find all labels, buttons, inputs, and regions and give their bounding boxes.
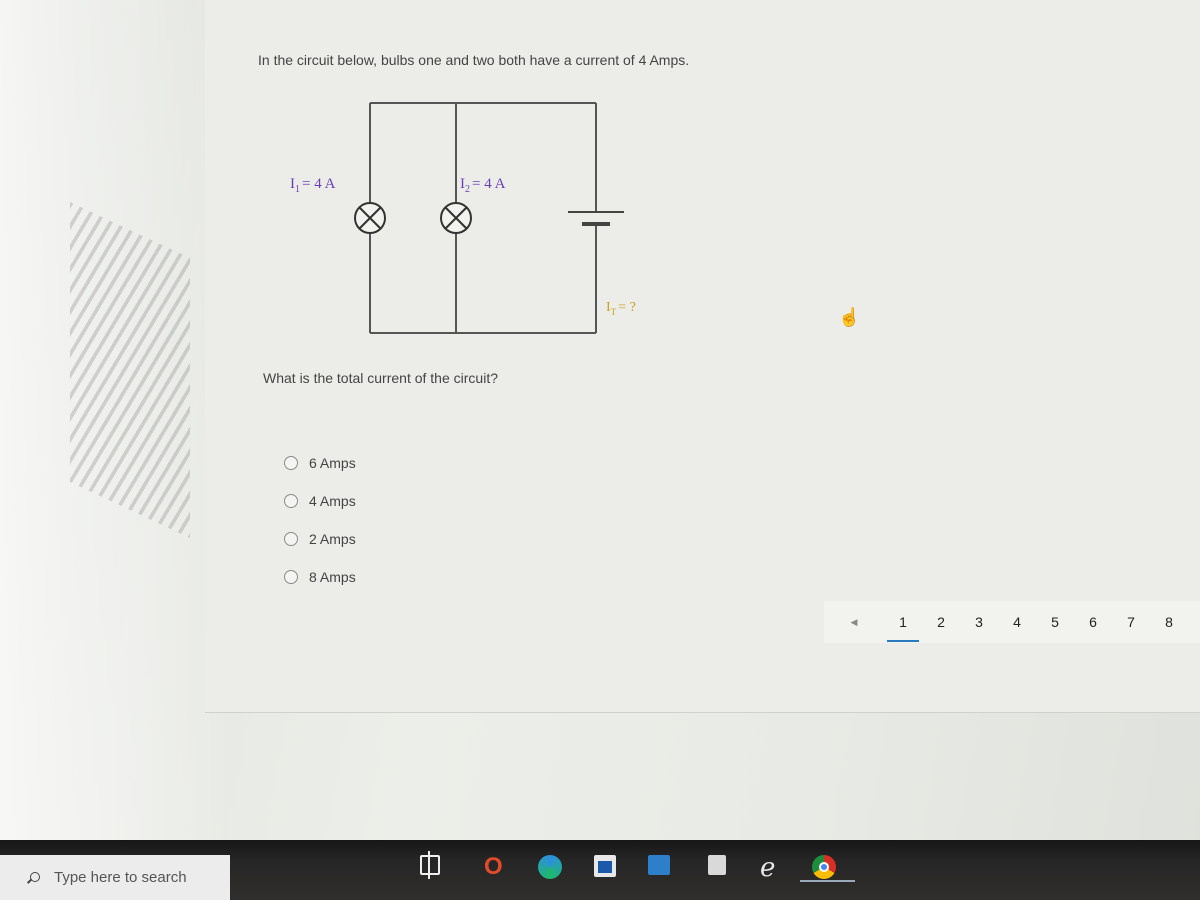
answer-label: 2 Amps <box>309 531 356 547</box>
edge-icon[interactable] <box>538 855 562 879</box>
lock-icon[interactable] <box>708 855 726 875</box>
answer-option-2[interactable] <box>284 482 356 520</box>
current-label-i1: $I_1 = 4$ A <box>290 176 336 195</box>
answer-option-1[interactable] <box>284 444 356 482</box>
taskbar-search-box[interactable] <box>0 855 230 900</box>
page-5-link[interactable]: 5 <box>1051 614 1059 630</box>
task-view-icon[interactable] <box>420 855 440 875</box>
store-icon[interactable] <box>594 855 616 877</box>
question-prompt: In the circuit below, bulbs one and two both have a current of 4 Amps. <box>258 52 690 68</box>
radio-button[interactable] <box>284 494 298 508</box>
page-4-link[interactable]: 4 <box>1013 614 1021 630</box>
question-pager <box>824 601 1200 643</box>
photos-icon[interactable] <box>648 855 670 875</box>
answer-option-3[interactable] <box>284 520 356 558</box>
answer-label: 8 Amps <box>309 569 356 585</box>
current-label-i2: $I_2 = 4$ A <box>460 176 506 195</box>
hand-cursor-icon: ☝ <box>838 307 861 327</box>
previous-page-icon[interactable]: ◀ <box>850 616 858 627</box>
search-placeholder: Type here to search <box>54 869 187 886</box>
answer-label: 6 Amps <box>309 455 356 471</box>
search-icon <box>28 872 40 884</box>
radio-button[interactable] <box>284 456 298 470</box>
ie-icon[interactable]: e <box>760 853 776 883</box>
reflection-stripes <box>70 202 190 538</box>
page-6-link[interactable]: 6 <box>1089 614 1097 630</box>
question-text: What is the total current of the circuit? <box>263 370 498 386</box>
radio-button[interactable] <box>284 570 298 584</box>
page-1-link[interactable]: 1 <box>884 614 922 630</box>
page-8-link[interactable]: 8 <box>1165 614 1173 630</box>
bulb-two <box>441 203 471 233</box>
bulb-one <box>355 203 385 233</box>
current-label-total: $I_T$ = ? <box>606 300 636 317</box>
page-3-link[interactable]: 3 <box>975 614 983 630</box>
page-2-link[interactable]: 2 <box>937 614 945 630</box>
answer-label: 4 Amps <box>309 493 356 509</box>
active-app-indicator <box>800 880 855 882</box>
chrome-icon[interactable] <box>812 855 836 879</box>
answer-options <box>284 444 356 596</box>
office-icon[interactable]: O <box>484 853 503 880</box>
page-7-link[interactable]: 7 <box>1127 614 1135 630</box>
circuit-diagram <box>260 90 680 350</box>
radio-button[interactable] <box>284 532 298 546</box>
answer-option-4[interactable] <box>284 558 356 596</box>
